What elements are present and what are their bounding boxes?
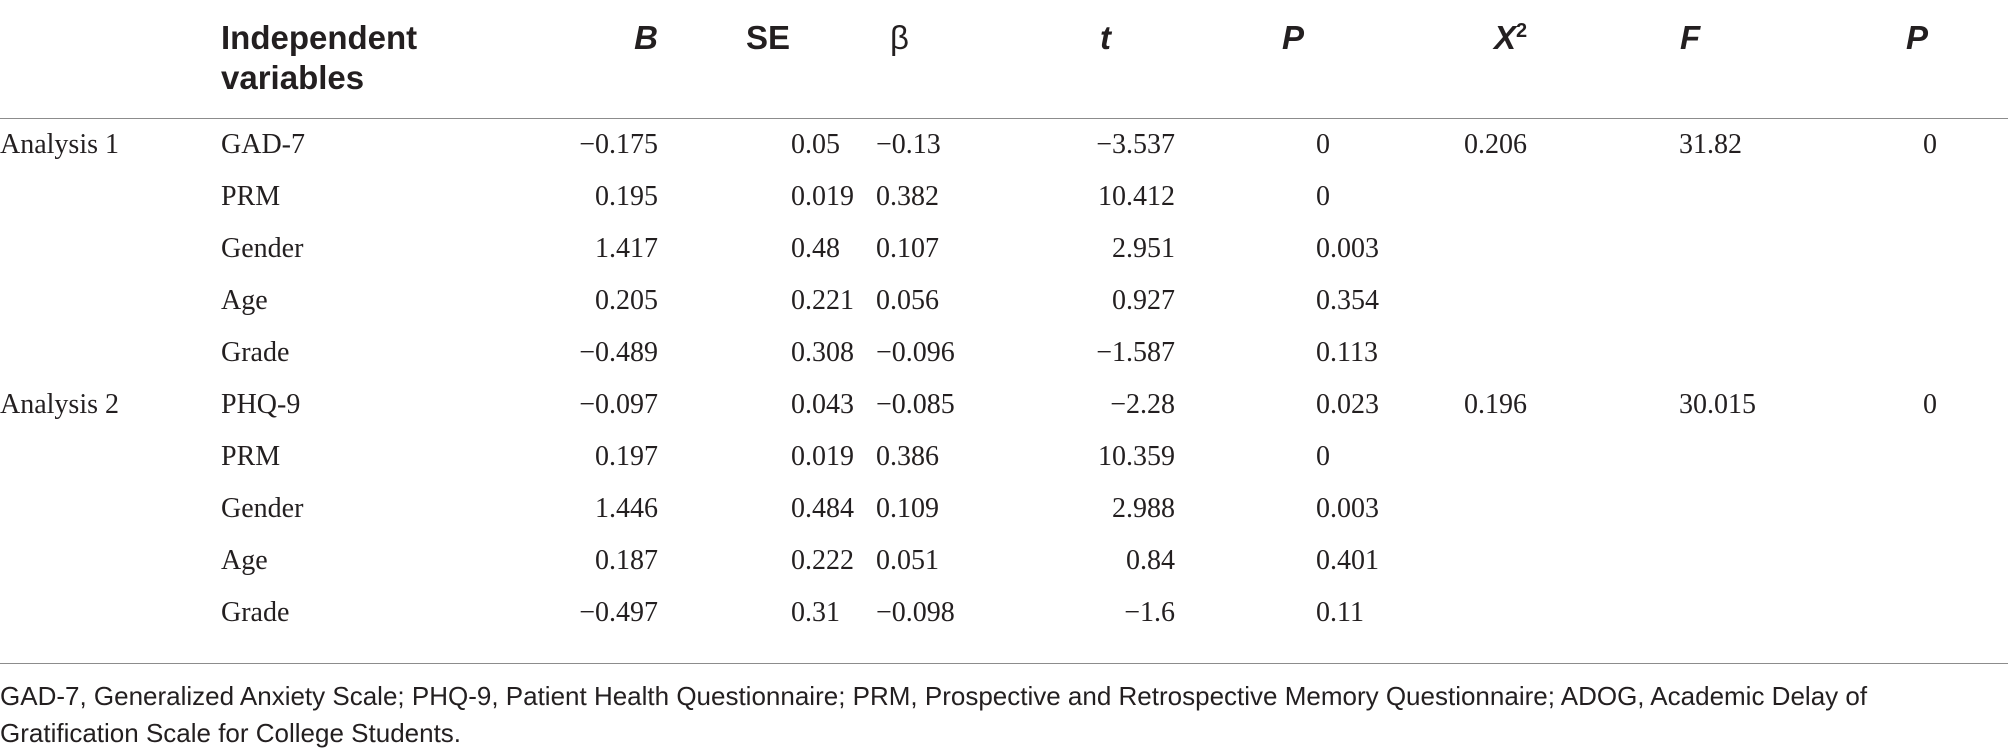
table-row — [0, 275, 2008, 327]
header-independent-variables: Independent variables — [221, 0, 483, 119]
table-header — [0, 0, 2008, 119]
cell-p2 — [1760, 587, 2008, 639]
cell-f — [1560, 275, 1760, 327]
header-row — [0, 0, 2008, 119]
table-row — [0, 171, 2008, 223]
header-empty — [0, 0, 221, 119]
cell-beta: −0.085 — [876, 389, 955, 420]
table-row — [0, 535, 2008, 587]
header-t-label: t — [1100, 19, 1111, 56]
cell-x2: 0.196 — [1464, 389, 1527, 420]
table-body — [0, 119, 2008, 640]
cell-p: 0.003 — [1316, 233, 1379, 264]
cell-t: 2.988 — [1112, 493, 1175, 524]
header-t — [1040, 0, 1178, 119]
cell-b: −0.175 — [579, 129, 658, 160]
cell-t: 2.951 — [1112, 233, 1175, 264]
cell-b: 0.205 — [595, 285, 658, 316]
cell-p2: 0 — [1923, 389, 1937, 420]
cell-se: 0.222 — [791, 545, 854, 576]
cell-p2 — [1760, 223, 2008, 275]
cell-variable: Grade — [221, 337, 290, 368]
cell-variable: Gender — [221, 493, 304, 524]
cell-x2 — [1382, 275, 1560, 327]
header-p — [1178, 0, 1382, 119]
cell-t: −2.28 — [1110, 389, 1175, 420]
cell-x2 — [1382, 223, 1560, 275]
cell-p: 0.023 — [1316, 389, 1379, 420]
cell-t: 0.84 — [1126, 545, 1175, 576]
cell-se: 0.31 — [791, 597, 840, 628]
cell-beta: −0.098 — [876, 597, 955, 628]
cell-x2 — [1382, 587, 1560, 639]
cell-p2 — [1760, 275, 2008, 327]
cell-f — [1560, 171, 1760, 223]
cell-variable: GAD-7 — [221, 129, 305, 160]
cell-t: 10.412 — [1098, 181, 1175, 212]
cell-group — [0, 535, 221, 587]
cell-p: 0.401 — [1316, 545, 1379, 576]
cell-p: 0 — [1316, 129, 1330, 160]
cell-group — [0, 587, 221, 639]
header-p-label: P — [1282, 19, 1305, 56]
cell-x2 — [1382, 431, 1560, 483]
cell-f — [1560, 587, 1760, 639]
cell-group — [0, 223, 221, 275]
table-row — [0, 587, 2008, 639]
header-se — [658, 0, 790, 119]
cell-b: −0.489 — [579, 337, 658, 368]
cell-p: 0.11 — [1316, 597, 1364, 628]
cell-group — [0, 483, 221, 535]
cell-variable: Grade — [221, 597, 290, 628]
header-f — [1560, 0, 1760, 119]
cell-p: 0.003 — [1316, 493, 1379, 524]
cell-x2: 0.206 — [1464, 129, 1527, 160]
cell-x2 — [1382, 483, 1560, 535]
cell-beta: 0.107 — [876, 233, 939, 264]
cell-beta: 0.386 — [876, 441, 939, 472]
table-row — [0, 431, 2008, 483]
cell-t: 0.927 — [1112, 285, 1175, 316]
cell-b: −0.497 — [579, 597, 658, 628]
header-f-label: F — [1680, 19, 1701, 56]
cell-t: −1.6 — [1124, 597, 1175, 628]
cell-group — [0, 327, 221, 379]
cell-se: 0.484 — [791, 493, 854, 524]
cell-p: 0.354 — [1316, 285, 1379, 316]
cell-se: 0.05 — [791, 129, 840, 160]
cell-t: −3.537 — [1096, 129, 1175, 160]
cell-b: 0.195 — [595, 181, 658, 212]
header-beta — [790, 0, 1040, 119]
cell-se: 0.043 — [791, 389, 854, 420]
cell-p2 — [1760, 171, 2008, 223]
table-footnote: GAD-7, Generalized Anxiety Scale; PHQ-9, Patient Health Questionnaire; PRM, Prospective and Retrospective Memory Questionnaire; ADOG, Academic Delay of Gratification Scale for College Students. — [0, 663, 2008, 752]
cell-beta: 0.109 — [876, 493, 939, 524]
table-row — [0, 379, 2008, 431]
cell-beta: −0.13 — [876, 129, 941, 160]
cell-f — [1560, 535, 1760, 587]
cell-p: 0.113 — [1316, 337, 1378, 368]
cell-p2 — [1760, 431, 2008, 483]
cell-p2 — [1760, 535, 2008, 587]
cell-p2 — [1760, 483, 2008, 535]
cell-variable: PRM — [221, 181, 281, 212]
cell-variable: Age — [221, 545, 268, 576]
table-row — [0, 119, 2008, 172]
cell-b: −0.097 — [579, 389, 658, 420]
cell-t: 10.359 — [1098, 441, 1175, 472]
cell-variable: Gender — [221, 233, 304, 264]
cell-beta: 0.382 — [876, 181, 939, 212]
header-se-label: SE — [745, 19, 790, 56]
cell-variable: PHQ-9 — [221, 389, 301, 420]
cell-se: 0.308 — [791, 337, 854, 368]
cell-f — [1560, 431, 1760, 483]
cell-b: 1.446 — [595, 493, 658, 524]
header-b — [483, 0, 658, 119]
header-x2 — [1382, 0, 1560, 119]
header-x2-sup: 2 — [1516, 20, 1528, 42]
cell-f — [1560, 483, 1760, 535]
cell-t: −1.587 — [1096, 337, 1175, 368]
cell-f — [1560, 327, 1760, 379]
cell-se: 0.019 — [791, 181, 854, 212]
cell-se: 0.48 — [791, 233, 840, 264]
cell-group: Analysis 1 — [0, 129, 119, 160]
header-p2-label: P — [1906, 19, 1929, 56]
cell-x2 — [1382, 327, 1560, 379]
cell-b: 0.187 — [595, 545, 658, 576]
cell-p2: 0 — [1923, 129, 1937, 160]
cell-x2 — [1382, 535, 1560, 587]
cell-beta: 0.051 — [876, 545, 939, 576]
cell-p2 — [1760, 327, 2008, 379]
header-beta-label: β — [890, 19, 909, 56]
header-x2-base: X — [1494, 19, 1517, 56]
cell-b: 0.197 — [595, 441, 658, 472]
table-row — [0, 327, 2008, 379]
header-p2 — [1760, 0, 2008, 119]
cell-group — [0, 275, 221, 327]
cell-f: 30.015 — [1679, 389, 1756, 420]
cell-p: 0 — [1316, 441, 1330, 472]
cell-beta: 0.056 — [876, 285, 939, 316]
cell-group — [0, 431, 221, 483]
cell-se: 0.221 — [791, 285, 854, 316]
cell-group — [0, 171, 221, 223]
cell-f: 31.82 — [1679, 129, 1742, 160]
cell-variable: PRM — [221, 441, 281, 472]
cell-x2 — [1382, 171, 1560, 223]
cell-se: 0.019 — [791, 441, 854, 472]
cell-f — [1560, 223, 1760, 275]
table-row — [0, 483, 2008, 535]
header-b-label: B — [634, 19, 658, 56]
cell-variable: Age — [221, 285, 268, 316]
cell-p: 0 — [1316, 181, 1330, 212]
cell-beta: −0.096 — [876, 337, 955, 368]
cell-b: 1.417 — [595, 233, 658, 264]
cell-group: Analysis 2 — [0, 389, 119, 420]
table-row — [0, 223, 2008, 275]
